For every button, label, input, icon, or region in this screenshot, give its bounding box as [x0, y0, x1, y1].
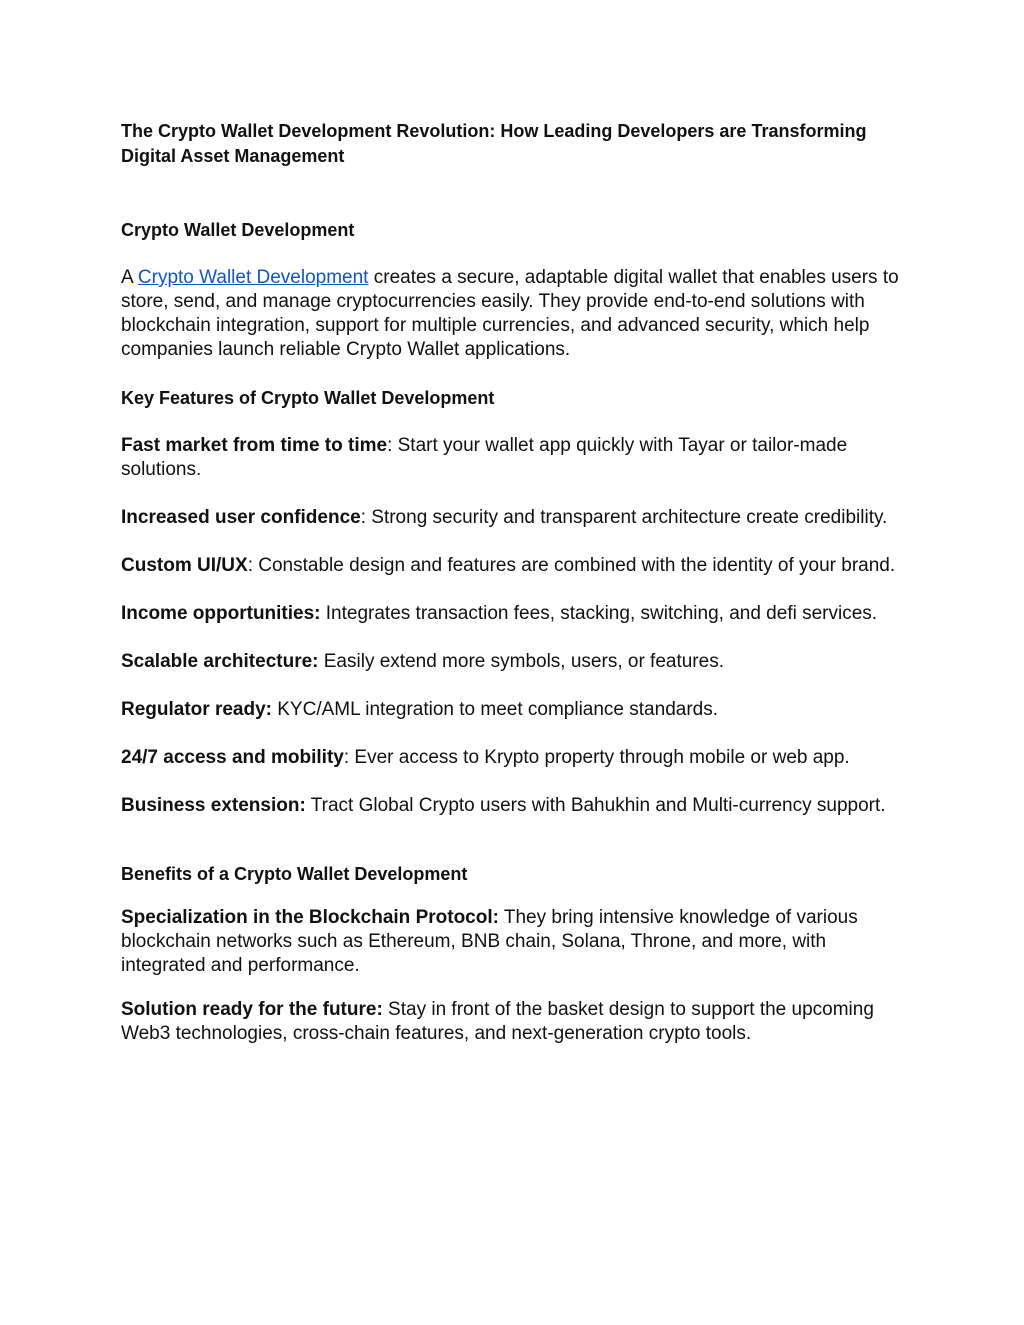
feature-text: : Start your wallet app quickly with Tayar or tailor-made solutions.: [121, 435, 848, 480]
benefit-term: Specialization in the Blockchain Protocol:: [121, 907, 499, 928]
document-title: The Crypto Wallet Development Revolution: How Leading Developers are Transforming Digital Asset Management: [121, 121, 867, 166]
feature-item: [121, 698, 911, 722]
document-page: [121, 119, 911, 1046]
section-heading-crypto-wallet-development: Crypto Wallet Development: [121, 220, 355, 240]
intro-text: creates a secure, adaptable digital wallet that enables users to store, send, and manage cryptocurrencies easily. They provide end-to-end solutions with blockchain integration, support for multiple currencies, and advanced security, which help companies launch reliable Crypto Wallet applications.: [121, 267, 899, 360]
feature-term: 24/7 access and mobility: [121, 747, 344, 768]
feature-term: Business extension:: [121, 795, 306, 816]
feature-term: Scalable architecture:: [121, 651, 319, 672]
crypto-wallet-development-link[interactable]: Crypto Wallet Development: [137, 267, 369, 288]
section-heading-benefits: Benefits of a Crypto Wallet Development: [121, 864, 468, 884]
feature-item: [121, 746, 911, 770]
benefit-item: [121, 906, 911, 978]
feature-item: [121, 602, 911, 626]
feature-text: Integrates transaction fees, stacking, switching, and defi services.: [320, 603, 878, 624]
feature-item: [121, 794, 911, 818]
feature-text: KYC/AML integration to meet compliance standards.: [271, 699, 719, 720]
feature-text: : Constable design and features are combined with the identity of your brand.: [247, 555, 896, 576]
intro-paragraph: [121, 266, 911, 362]
feature-text: Easily extend more symbols, users, or features.: [318, 651, 724, 672]
benefit-item: [121, 998, 911, 1046]
feature-text: Tract Global Crypto users with Bahukhin and Multi-currency support.: [305, 795, 886, 816]
feature-term: Custom UI/UX: [121, 555, 248, 576]
feature-item: [121, 434, 911, 482]
feature-item: [121, 554, 911, 578]
feature-term: Income opportunities:: [121, 603, 321, 624]
feature-term: Fast market from time to time: [121, 435, 388, 456]
intro-prefix: A: [121, 267, 138, 288]
feature-text: : Ever access to Krypto property through mobile or web app.: [343, 747, 850, 768]
feature-term: Increased user confidence: [121, 507, 361, 528]
feature-item: [121, 506, 911, 530]
benefit-text: Stay in front of the basket design to support the upcoming Web3 technologies, cross-chain features, and next-generation crypto tools.: [121, 999, 874, 1044]
section-heading-key-features: Key Features of Crypto Wallet Development: [121, 388, 495, 408]
benefit-term: Solution ready for the future:: [121, 999, 383, 1020]
feature-item: [121, 650, 911, 674]
benefit-text: They bring intensive knowledge of various blockchain networks such as Ethereum, BNB chain, Solana, Throne, and more, with integrated and performance.: [121, 907, 858, 976]
feature-text: : Strong security and transparent architecture create credibility.: [360, 507, 888, 528]
feature-term: Regulator ready:: [121, 699, 272, 720]
